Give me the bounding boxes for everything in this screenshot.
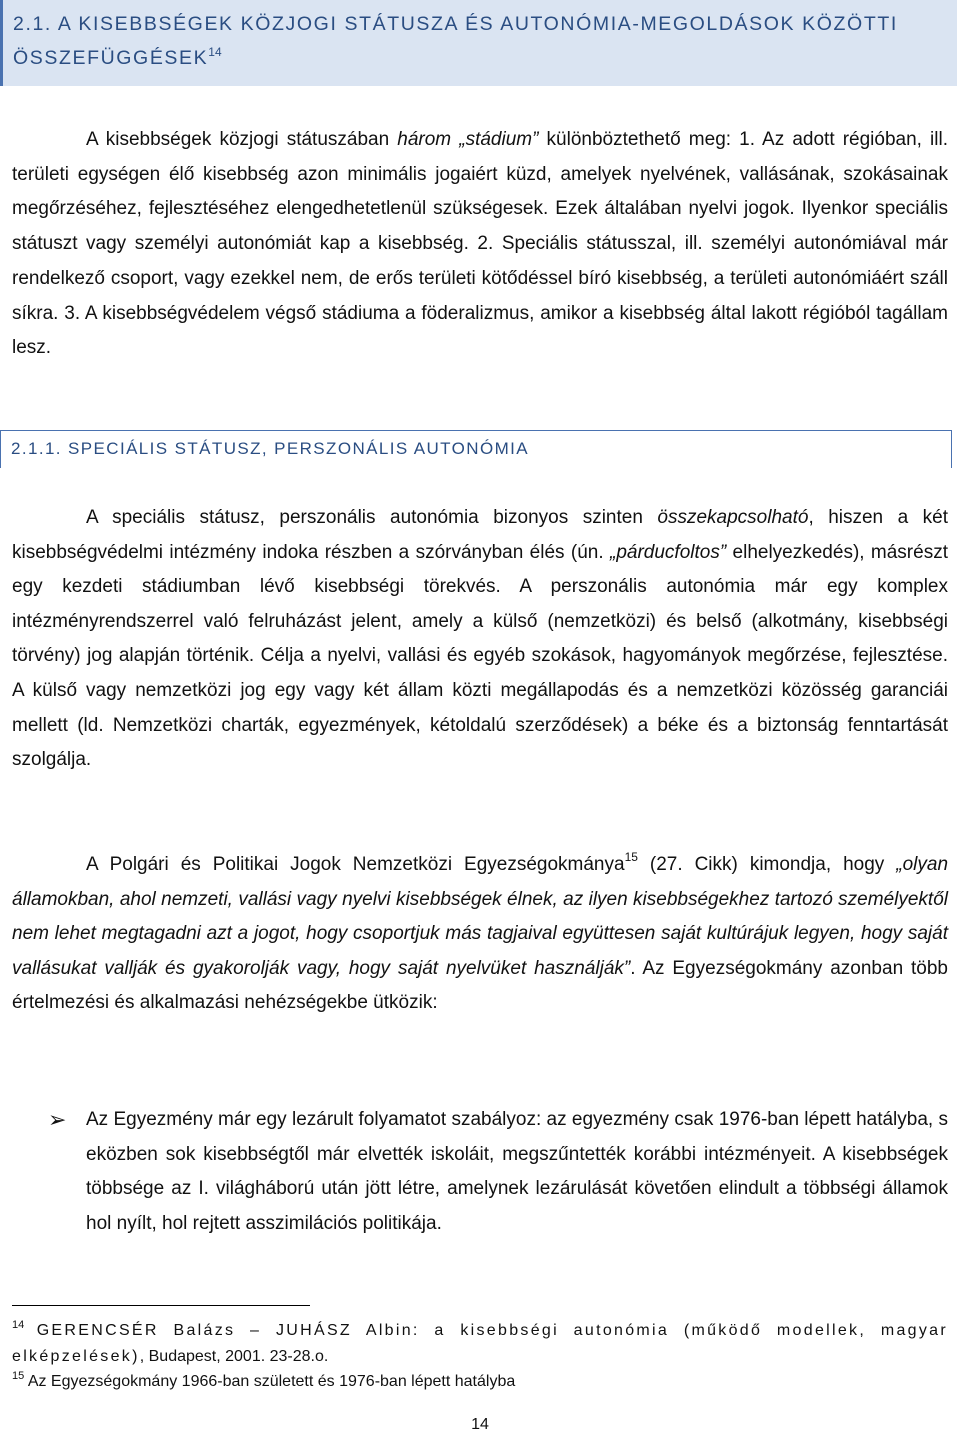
section-heading-line1: 2.1. A KISEBBSÉGEK KÖZJOGI STÁTUSZA ÉS AUTONÓMIA-MEGOLDÁSOK KÖZÖTTI: [13, 13, 898, 35]
footnote-ref-15[interactable]: 15: [624, 850, 638, 864]
footnote-15: $^{15}$ Az Egyezségokmány 1966-ban született és 1976-ban lépett hatályba: [12, 1370, 516, 1390]
footnote-14: $^{14}$ GERENCSÉR Balázs – JUHÁSZ Albin: a kisebbségi autonómia (működő modellek, magyar elképzelések), Budapest, 2001. 23-28.o.: [12, 1319, 948, 1365]
footnote-ref-14[interactable]: 14: [208, 45, 222, 59]
bullet-text: Az Egyezmény már egy lezárult folyamatot szabályoz: az egyezmény csak 1976-ban lépett hatályba, s eközben sok kisebbségtől már elvették iskoláit, megszűntették korábbi intézményeit. A kisebbségek többsége az I. világháború után jött létre, amelynek lezárulását követően elindult a többségi államok hol nyílt, hol rejtett asszimilációs politikája.: [86, 1109, 948, 1234]
emphasis-three-stages: három „stádium”: [397, 129, 539, 150]
paragraph-covenant: A Polgári és Politikai Jogok Nemzetközi Egyezségokmánya$^{15}$ (27. Cikk) kimondja, hogy „olyan államokban, ahol nemzeti, vallási vagy nyelvi kisebbségek élnek, az ilyen kisebbségekhez tartozó személyektől nem lehet megtagadni azt a jogot, hogy csoportjuk más tagjaival együttesen saját kultúrájuk legyen, hogy saját vallásukat vallják és gyakorolják vagy, hogy saját nyelvüket használják”. Az Egyezségokmány azonban több értelmezési és alkalmazási nehézségekbe ütközik:: [12, 850, 949, 1014]
paragraph-stages: A kisebbségek közjogi státuszában három „stádium” különböztethető meg: 1. Az adott régióban, ill. területi egységen élő kisebbség azon minimális jogaiért küzd, amelyek nyelvének, vallásának, szokásainak megőrzéséhez, fejlesztéséhez elengedhetetlenül szükségesek. Ezek általában nyelvi jogok. Ilyenkor speciális státuszt vagy személyi autonómiát kap a kisebbség. 2. Speciális státusszal, ill. személyi autonómiával már rendelkező csoport, vagy ezekkel nem, de erős területi kötődéssel bíró kisebbség, a területi autonómiáért száll síkra. 3. A kisebbségvédelem végső stádiuma a föderalizmus, amikor a kisebbség által lakott régióból tagállam lesz.: [12, 129, 948, 359]
paragraph-special-status: A speciális státusz, perszonális autonómia bizonyos szinten összekapcsolható, hiszen a két kisebbségvédelmi intézmény indoka részben a szórványban élés (ún. „párducfoltos” elhelyezkedés), másrészt egy kezdeti stádiumban lévő kisebbségi törekvés. A perszonális autonómia már egy komplex intézményrendszerrel való felruházást jelent, amely a külső (nemzetközi) és belső (alkotmány, kisebbségi törvény) jog alapján történik. Célja a nyelvi, vallási és egyéb szokások, hagyományok megőrzése, fejlesztése. A külső vagy nemzetközi jog egy vagy két állam közti megállapodás és a nemzetközi közösség garanciái mellett (ld. Nemzetközi charták, egyezmények, kétoldalú szerződések) a béke és a biztonság fenntartását szolgálja.: [12, 507, 949, 771]
arrow-bullet-icon: ➢: [48, 1107, 67, 1132]
page-number: 14: [471, 1416, 489, 1433]
section-heading: [0, 0, 957, 86]
section-heading-line2: ÖSSZEFÜGGÉSEK: [13, 47, 209, 69]
subsection-heading: 2.1.1. SPECIÁLIS STÁTUSZ, PERSZONÁLIS AUTONÓMIA: [0, 430, 952, 468]
footnote-separator: [12, 1305, 310, 1306]
covenant-quote: „olyan államokban, ahol nemzeti, vallási vagy nyelvi kisebbségek élnek, az ilyen kisebbségekhez tartozó személyektől nem lehet megtagadni azt a jogot, hogy csoportjuk más tagjaival együttesen saját kultúrájuk legyen, hogy saját vallásukat vallják és gyakorolják vagy, hogy saját nyelvüket használják”: [12, 854, 949, 979]
